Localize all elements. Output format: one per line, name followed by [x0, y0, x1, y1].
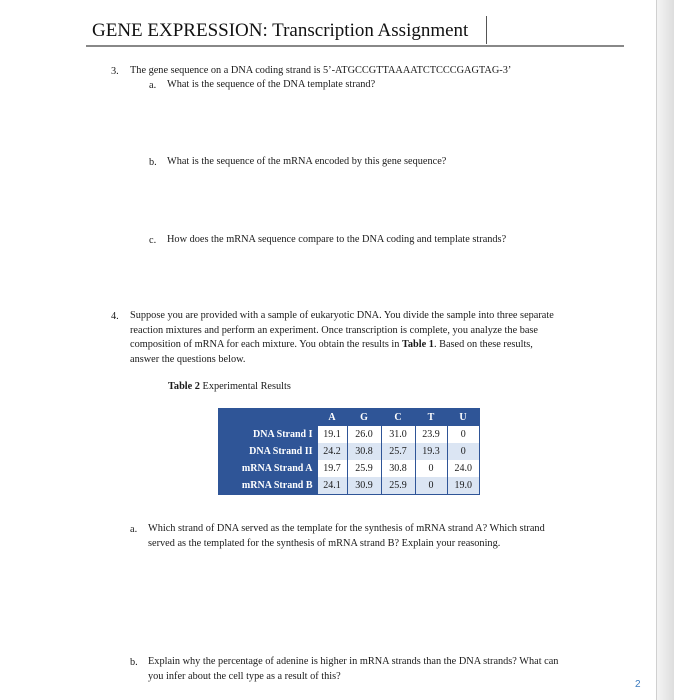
table-cell: 0 [447, 426, 480, 443]
row-label: DNA Strand II [219, 443, 318, 460]
q3b-label: b. [149, 157, 157, 168]
table-row [219, 426, 480, 443]
row-label: mRNA Strand A [219, 460, 318, 477]
q3c-label: c. [149, 235, 157, 246]
q4-line-2: reaction mixtures and perform an experiment. Once transcription is complete, you analyze the base [130, 324, 539, 336]
q4b-label: b. [130, 657, 138, 668]
table-cell: 23.9 [415, 426, 447, 443]
q4-line-3-post: . Based on these results, [433, 339, 533, 350]
text-cursor [486, 16, 487, 44]
table-header-cell: G [347, 409, 381, 427]
q3-text: The gene sequence on a DNA coding strand is 5’-ATGCCGTTAAAATCTCCCGAGTAG-3’ [130, 65, 512, 76]
table-header-cell: A [317, 409, 347, 427]
table-caption-number: Table 2 [168, 381, 200, 392]
q4-table-ref: Table 1 [401, 339, 434, 350]
table-caption [168, 380, 291, 394]
table-cell: 24.1 [317, 477, 347, 495]
q4-line-3 [130, 338, 554, 353]
q4a-line-2: served as the templated for the synthesis of mRNA strand B? Explain your reasoning. [148, 537, 501, 549]
title-underline [86, 45, 624, 47]
table-cell: 25.9 [347, 460, 381, 477]
table-header-row [219, 409, 480, 427]
table-cell: 19.0 [447, 477, 480, 495]
q3-number: 3. [111, 66, 119, 77]
table-cell: 0 [415, 460, 447, 477]
table-row [219, 460, 480, 477]
q4-line-4: answer the questions below. [130, 353, 246, 365]
table-header-cell: C [381, 409, 415, 427]
table-cell: 24.0 [447, 460, 480, 477]
row-label: mRNA Strand B [219, 477, 318, 495]
table-cell: 26.0 [347, 426, 381, 443]
page-title: GENE EXPRESSION: Transcription Assignment [92, 20, 469, 41]
table-cell: 0 [447, 443, 480, 460]
table-cell: 30.8 [381, 460, 415, 477]
q3a-text: What is the sequence of the DNA template strand? [167, 79, 376, 90]
page-number: 2 [635, 679, 641, 690]
q3a-label: a. [149, 80, 157, 91]
q3c-text: How does the mRNA sequence compare to the DNA coding and template strands? [167, 234, 507, 245]
table-header-cell: U [447, 409, 480, 427]
q4-number: 4. [111, 311, 119, 322]
page-edge [656, 0, 674, 700]
q4a-text [148, 522, 545, 551]
table-cell: 30.9 [347, 477, 381, 495]
table-cell: 24.2 [317, 443, 347, 460]
table-cell: 19.7 [317, 460, 347, 477]
q3b-text: What is the sequence of the mRNA encoded by this gene sequence? [167, 156, 447, 167]
table-cell: 25.9 [381, 477, 415, 495]
table-row [219, 443, 480, 460]
table-cell: 25.7 [381, 443, 415, 460]
table-cell: 31.0 [381, 426, 415, 443]
table-cell: 0 [415, 477, 447, 495]
q4-paragraph [130, 309, 554, 367]
q4-line-3-pre: composition of mRNA for each mixture. You obtain the results in [130, 339, 402, 350]
table-row [219, 477, 480, 495]
experimental-results-table [218, 408, 480, 495]
table-cell: 19.1 [317, 426, 347, 443]
q4a-line-1: Which strand of DNA served as the template for the synthesis of mRNA strand A? Which strand [148, 523, 545, 534]
q4a-label: a. [130, 524, 138, 535]
row-label: DNA Strand I [219, 426, 318, 443]
table-header-cell: T [415, 409, 447, 427]
table-cell: 19.3 [415, 443, 447, 460]
q4b-line-2: you infer about the cell type as a result of this? [148, 670, 341, 682]
table-cell: 30.8 [347, 443, 381, 460]
table-corner-cell [219, 409, 318, 427]
q4b-text [148, 655, 558, 684]
table-caption-text: Experimental Results [199, 381, 291, 392]
q4b-line-1: Explain why the percentage of adenine is higher in mRNA strands than the DNA strands? What can [148, 656, 559, 667]
q4-line-1: Suppose you are provided with a sample of eukaryotic DNA. You divide the sample into three separate [130, 310, 554, 321]
